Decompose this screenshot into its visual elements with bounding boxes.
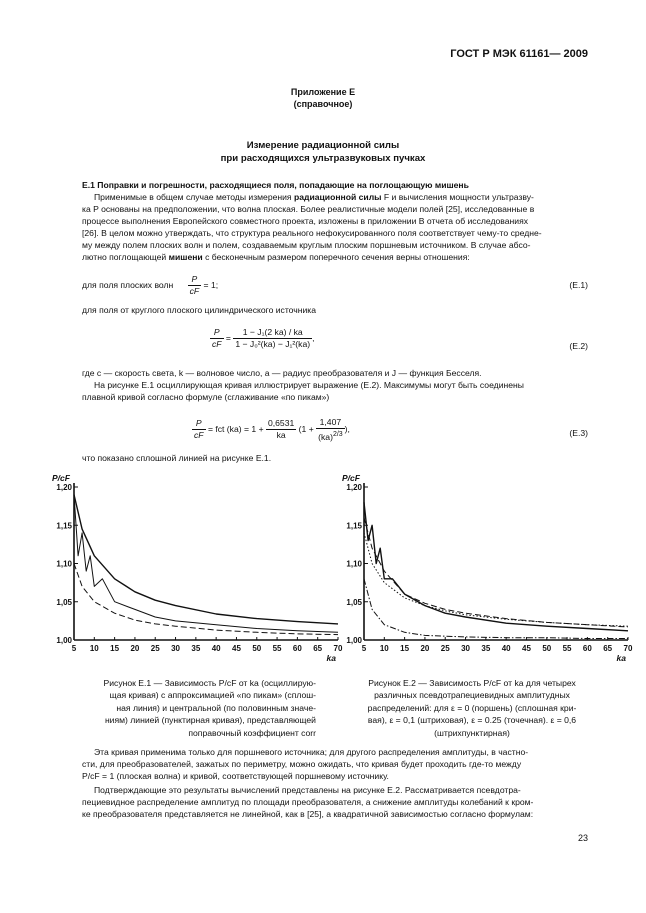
eq3-f2-denominator [316, 429, 345, 443]
fig2-x-tick-label: 35 [481, 644, 491, 653]
figure2-caption [341, 677, 603, 739]
para4-line-3: ке преобразователя представляется не линейной, как в [25], а квадратичной зависимостью согласно формулам: [82, 809, 534, 819]
eq2-lhs-fraction [210, 327, 224, 350]
equation-e3 [192, 417, 350, 443]
para1-line-3: процессе выполнения Европейского совместного проекта, изложены в приложении В отчета об исследованиях [82, 216, 529, 226]
eq3-f2-numerator: 1,407 [316, 417, 345, 429]
eq3-lhs-fraction [192, 418, 206, 441]
eq3-fraction-1 [266, 418, 296, 441]
figure1-caption [48, 677, 316, 739]
figure1-caption-line: щая кривая) с аппроксимацией «по пикам» (сплош- [109, 690, 316, 701]
eq3-fraction-2 [316, 417, 345, 443]
fig2-x-tick-label: 20 [420, 644, 430, 653]
figure2-chart [338, 467, 638, 672]
fig2-series-3 [364, 579, 628, 639]
para1-text: F и вычисления мощности ультразву- [381, 192, 534, 202]
para1-text: с бесконечным размером поперечного сечения верны отношения: [202, 252, 470, 262]
fig1-x-tick-label: 35 [191, 644, 201, 653]
fig2-x-axis-label: ka [616, 653, 626, 663]
eq1-numerator: P [188, 274, 202, 286]
para4-line-2: пециевидное распределение амплитуд по площади преобразователя, а снижение амплитуды колебаний к кром- [82, 797, 534, 807]
fig1-x-tick-label: 60 [292, 644, 302, 653]
eq3-lhs-denominator: cF [194, 430, 204, 441]
eq2-tail: , [312, 332, 315, 343]
eq3-tail: ), [344, 424, 350, 435]
fig2-y-tick-label: 1,15 [346, 521, 362, 531]
fig1-series-1 [74, 495, 338, 624]
fig2-x-tick-label: 50 [542, 644, 552, 653]
eq2-intro: для поля от круглого плоского цилиндрического источника [82, 305, 317, 315]
para2-line-2: плавной кривой согласно формуле (сглаживание «по пикам») [82, 392, 330, 402]
fig2-series-1 [364, 518, 628, 627]
fig2-x-tick-label: 30 [461, 644, 470, 653]
equation-e2: $\frac{P}{cF}$ = $\frac{\text{1 − J₁(2 ka) / ka}}{\text{1 − J₀²(ka) − J₁²(ka)}}$ , [212, 327, 315, 349]
fig2-x-tick-label: 70 [623, 644, 633, 653]
fig2-x-tick-label: 15 [400, 644, 410, 653]
figure1-caption-line: поправочный коэффициент corr [188, 727, 316, 738]
standard-header: ГОСТ Р МЭК 61161— 2009 [450, 48, 588, 60]
where-line: где c — скорость света, k — волновое число, a — радиус преобразователя и J — функция Бесселя. [82, 368, 482, 378]
fig2-x-tick-label: 45 [522, 644, 531, 653]
fig2-x-tick-label: 25 [440, 644, 450, 653]
para1-text: лютно поглощающей [82, 252, 169, 262]
section-heading: Е.1 Поправки и погрешности, расходящиеся поля, попадающие на поглощающую мишень [82, 180, 469, 190]
para3-line-3: P/cF = 1 (плоская волна) и кривой, соответствующей поршневому источнику. [82, 771, 389, 781]
eq2-number: (E.2) [569, 341, 588, 351]
fig1-y-axis-label: P/cF [52, 473, 70, 483]
fig2-x-tick-label: 55 [562, 644, 572, 653]
fig1-y-tick-label: 1,20 [56, 483, 72, 492]
fig2-x-tick-label: 5 [361, 644, 367, 653]
figure1-caption-line: ниям) линией (пунктирная кривая), представляющей [104, 715, 316, 726]
eq3-f1-numerator: 0,6531 [267, 418, 295, 429]
fig1-x-tick-label: 40 [211, 644, 221, 653]
para3-line-1: Эта кривая применима только для поршневого источника; для другого распределения амплитуды, в частно- [94, 747, 529, 757]
shown-line: что показано сплошной линией на рисунке Е.1. [82, 453, 272, 463]
fig1-y-tick-label: 1,00 [56, 636, 72, 645]
fig1-y-tick-label: 1,10 [56, 559, 72, 569]
eq2-lhs-numerator: P [210, 327, 224, 339]
para1-line-5: му между полем плоских волн и полем, создаваемым круглым плоским поршневым источником. В случае абсо- [82, 240, 531, 250]
eq3-f2-exponent: 2/3 [332, 431, 343, 438]
figure1-chart [48, 467, 348, 672]
fig2-x-tick-label: 60 [582, 644, 592, 653]
figure2-caption-line: различных псевдотрапециевидных амплитудных [374, 690, 570, 701]
para1-bold-term: мишени [168, 252, 203, 262]
fig2-x-tick-label: 10 [379, 644, 389, 653]
eq1-number: (E.1) [569, 280, 588, 290]
figure1-caption-line: Рисунок Е.1 — Зависимость P/cF от ka (осциллирую- [103, 678, 316, 688]
equation-e1 [82, 274, 218, 297]
fig1-x-tick-label: 45 [232, 644, 241, 653]
fig1-x-tick-label: 5 [71, 644, 77, 653]
eq3-number: (E.3) [569, 428, 588, 438]
page-number: 23 [577, 833, 588, 843]
fig2-y-tick-label: 1,05 [346, 597, 362, 607]
eq2-rhs-fraction [233, 327, 315, 350]
annex-label: Приложение Е [290, 87, 356, 97]
para1-line-6 [82, 251, 588, 263]
fig2-x-tick-label: 65 [603, 644, 613, 653]
fig2-y-axis-label: P/cF [342, 473, 360, 483]
eq3-f1-denominator: ka [276, 430, 286, 441]
para1-text: Применимые в общем случае методы измерения [94, 192, 294, 202]
fig1-y-tick-label: 1,15 [56, 521, 72, 531]
eq1-intro: для поля плоских волн [82, 279, 174, 290]
para1-line-4: [26]. В целом можно утверждать, что структура реального нефокусированного поля соответствует чему-то средне- [82, 228, 542, 238]
figure2-caption-line: распределений: для ε = 0 (поршень) (сплошная кри- [367, 702, 577, 713]
title-line-1: Измерение радиационной силы [246, 140, 400, 151]
fig1-x-tick-label: 65 [313, 644, 323, 653]
fig2-x-tick-label: 40 [501, 644, 511, 653]
para1-line-2: ка P основаны на предположении, что волна плоская. Более реалистичные модели полей [25], исследованные в [82, 204, 535, 214]
fig2-series-2 [364, 533, 628, 626]
eq1-rhs: = 1; [203, 279, 219, 290]
fig2-series-0 [364, 502, 628, 631]
figure2-caption-line: Рисунок Е.2 — Зависимость P/cF от ka для четырех [368, 678, 576, 688]
eq2-rhs-numerator: 1 − J₁(2 ka) / ka [233, 327, 312, 339]
fig1-x-tick-label: 55 [272, 644, 282, 653]
fig1-x-tick-label: 30 [171, 644, 180, 653]
fig1-x-tick-label: 70 [333, 644, 343, 653]
fig1-x-tick-label: 25 [150, 644, 160, 653]
figure1-caption-line: ная линия) и центральной (по половинным значе- [116, 702, 316, 713]
eq2-rhs-denominator: 1 − J₀²(ka) − J₁²(ka) [235, 339, 311, 349]
annex-kind: (справочное) [293, 99, 353, 109]
eq3-middle: = fct (ka) = 1 + [207, 424, 264, 435]
para3-line-2: сти, для преобразователей, зажатых по периметру, можно ожидать, что кривая будет проходить где-то между [82, 759, 522, 769]
fig1-y-tick-label: 1,05 [56, 597, 72, 607]
fig1-x-tick-label: 50 [252, 644, 262, 653]
fig2-y-tick-label: 1,00 [346, 636, 362, 645]
figure2-caption-line: (штрихпунктирная) [434, 727, 510, 738]
eq2-lhs-denominator: cF [212, 339, 222, 349]
eq1-denominator: cF [189, 286, 200, 296]
para1-bold-term: радиационной силы [293, 192, 382, 202]
fig1-x-tick-label: 20 [130, 644, 140, 653]
fig2-y-tick-label: 1,20 [346, 483, 362, 492]
eq1-fraction [188, 274, 202, 297]
eq3-lhs-numerator: P [192, 418, 206, 430]
fig1-x-axis-label: ka [326, 653, 336, 663]
para4-line-1: Подтверждающие это результаты вычислений представлены на рисунке Е.2. Рассматривается псевдотра- [94, 785, 521, 795]
eq3-middle-2: (1 + [298, 424, 314, 435]
figure2-caption-line: вая), ε = 0,1 (штриховая), ε = 0.25 (точечная). ε = 0,6 [367, 715, 577, 726]
fig1-x-tick-label: 10 [89, 644, 99, 653]
fig2-y-tick-label: 1,10 [346, 559, 362, 569]
para1-line-1 [94, 191, 600, 203]
title-line-2: при расходящихся ультразвуковых пучках [220, 153, 426, 164]
para2-line-1: На рисунке Е.1 осциллирующая кривая иллюстрирует выражение (Е.2). Максимумы могут быть соединены [94, 380, 524, 390]
eq3-f2-base: (ka) [318, 431, 333, 442]
fig1-x-tick-label: 15 [110, 644, 120, 653]
